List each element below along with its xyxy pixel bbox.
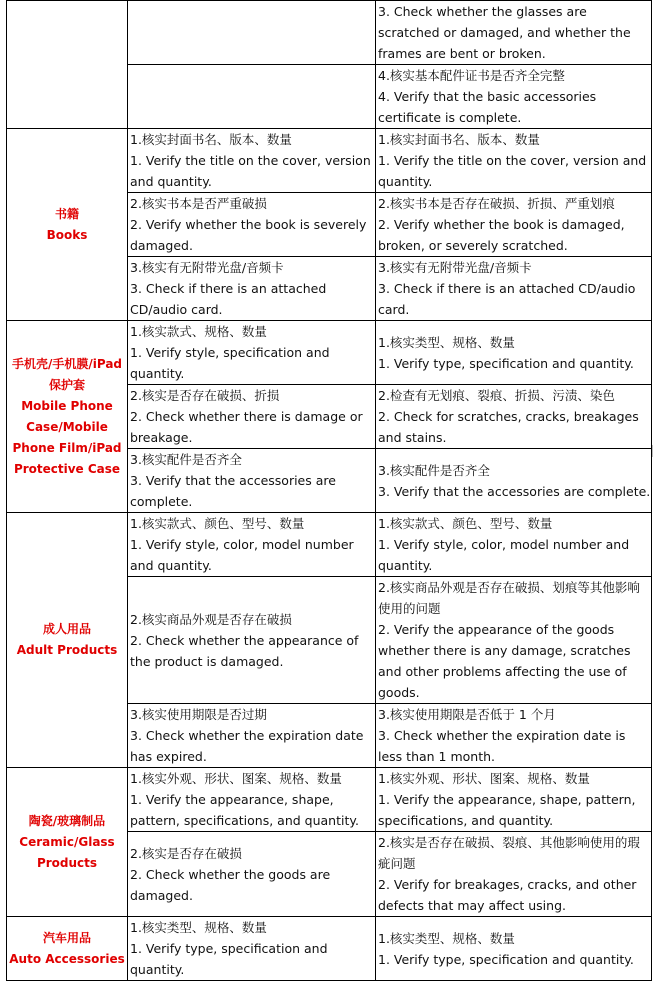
left-check-cell (128, 513, 376, 577)
left-check-cell (128, 768, 376, 832)
check-zh: 2.检查有无划痕、裂痕、折损、污渍、染色 (378, 388, 615, 403)
check-en: 3. Verify that the accessories are complete. (130, 473, 336, 509)
category-name-en: Adult Products (16, 643, 118, 657)
check-en: 2. Verify whether the book is damaged, broken, or severely scratched. (378, 217, 625, 253)
check-en: 1. Verify the title on the cover, version and quantity. (378, 153, 647, 189)
table-row (7, 768, 652, 832)
right-check-cell (376, 449, 652, 513)
check-en: 1. Verify the title on the cover, version and quantity. (130, 153, 371, 189)
left-check-cell (128, 193, 376, 257)
check-en: 1. Verify style, color, model number and quantity. (378, 537, 630, 573)
category-cell-adult-products (7, 513, 128, 768)
inspection-table (6, 0, 652, 981)
left-check-cell (128, 321, 376, 385)
category-name-en: Books (46, 227, 88, 242)
category-name-en: Auto Accessories (9, 951, 125, 966)
check-en: 3. Check whether the expiration date has expired. (130, 728, 364, 764)
left-check-cell (128, 385, 376, 449)
check-en: 2. Verify whether the book is severely damaged. (130, 217, 367, 253)
check-zh: 2.核实书本是否严重破损 (130, 196, 267, 211)
check-zh: 2.核实书本是否存在破损、折损、严重划痕 (378, 196, 615, 211)
check-en: 2. Verify the appearance of the goods whether there is any damage, scratches and other problems affecting the use of goods. (378, 622, 631, 700)
check-en: 1. Verify style, specification and quantity. (130, 345, 330, 381)
check-en: 3. Check whether the glasses are scratched or damaged, and whether the frames are bent or broken. (378, 4, 631, 61)
check-zh: 2.核实是否存在破损、裂痕、其他影响使用的瑕疵问题 (378, 835, 640, 871)
category-name-zh: 手机壳/手机膜/iPad保护套 (11, 356, 123, 392)
check-en: 2. Check for scratches, cracks, breakages and stains. (378, 409, 639, 445)
check-zh: 3.核实配件是否齐全 (378, 462, 490, 478)
check-zh: 1.核实封面书名、版本、数量 (378, 132, 540, 147)
inspection-table-sheet (6, 0, 651, 981)
category-cell-books (7, 129, 128, 321)
check-en: 3. Verify that the accessories are complete. (378, 483, 651, 499)
right-check-cell (376, 768, 652, 832)
category-name-zh: 成人用品 (42, 622, 91, 636)
right-check-cell (376, 513, 652, 577)
category-name-zh: 汽车用品 (42, 930, 91, 945)
left-check-cell (128, 1, 376, 65)
check-en: 1. Verify style, color, model number and quantity. (130, 537, 354, 573)
left-check-cell (128, 577, 376, 704)
right-check-cell (376, 832, 652, 917)
check-en: 1. Verify type, specification and quantity. (378, 355, 634, 371)
left-check-cell (128, 65, 376, 129)
right-check-cell (376, 704, 652, 768)
left-check-cell (128, 832, 376, 917)
check-en: 1. Verify type, specification and quantity. (130, 941, 328, 977)
right-check-cell (376, 193, 652, 257)
check-zh: 3.核实使用期限是否低于 1 个月 (378, 707, 556, 722)
page-margin-marker (652, 445, 657, 457)
category-name-en: Ceramic/Glass Products (19, 834, 115, 870)
check-zh: 3.核实配件是否齐全 (130, 452, 242, 467)
table-row (7, 1, 652, 65)
right-check-cell (376, 385, 652, 449)
check-zh: 1.核实款式、颜色、型号、数量 (130, 516, 305, 531)
right-check-cell (376, 321, 652, 385)
check-zh: 2.核实商品外观是否存在破损、划痕等其他影响使用的问题 (378, 580, 640, 616)
check-en: 2. Check whether there is damage or breakage. (130, 409, 363, 445)
table-row (7, 129, 652, 193)
table-row (7, 321, 652, 385)
category-name-zh: 陶瓷/玻璃制品 (28, 813, 106, 828)
check-en: 3. Check if there is an attached CD/audio card. (130, 281, 327, 317)
left-check-cell (128, 449, 376, 513)
check-zh: 1.核实封面书名、版本、数量 (130, 132, 292, 147)
category-cell-phone-case (7, 321, 128, 513)
check-zh: 1.核实外观、形状、图案、规格、数量 (378, 771, 590, 786)
check-zh: 3.核实有无附带光盘/音频卡 (378, 260, 532, 275)
check-zh: 1.核实类型、规格、数量 (378, 930, 515, 946)
right-check-cell (376, 577, 652, 704)
right-check-cell (376, 1, 652, 65)
category-name-en: Mobile Phone Case/Mobile Phone Film/iPad Protective Case (12, 398, 122, 476)
check-zh: 1.核实外观、形状、图案、规格、数量 (130, 771, 342, 786)
check-zh: 1.核实款式、颜色、型号、数量 (378, 516, 553, 531)
check-en: 2. Verify for breakages, cracks, and other defects that may affect using. (378, 877, 637, 913)
category-cell-empty (7, 1, 128, 129)
right-check-cell (376, 65, 652, 129)
check-en: 3. Check if there is an attached CD/audio card. (378, 281, 636, 317)
left-check-cell (128, 917, 376, 981)
right-check-cell (376, 917, 652, 981)
right-check-cell (376, 129, 652, 193)
check-zh: 4.核实基本配件证书是否齐全完整 (378, 68, 565, 83)
check-en: 4. Verify that the basic accessories certificate is complete. (378, 89, 597, 125)
check-en: 2. Check whether the goods are damaged. (130, 866, 331, 903)
left-check-cell (128, 129, 376, 193)
check-en: 1. Verify type, specification and quantity. (378, 951, 634, 967)
check-zh: 2.核实是否存在破损 (130, 845, 242, 861)
check-zh: 1.核实类型、规格、数量 (130, 920, 267, 935)
check-zh: 3.核实使用期限是否过期 (130, 707, 267, 722)
check-zh: 3.核实有无附带光盘/音频卡 (130, 260, 284, 275)
check-en: 3. Check whether the expiration date is less than 1 month. (378, 728, 626, 764)
check-en: 1. Verify the appearance, shape, pattern, specifications, and quantity. (378, 792, 636, 828)
table-row (7, 917, 652, 981)
check-zh: 1.核实类型、规格、数量 (378, 334, 515, 350)
category-cell-ceramic-glass (7, 768, 128, 917)
category-cell-auto-accessories (7, 917, 128, 981)
check-zh: 1.核实款式、规格、数量 (130, 324, 267, 339)
check-en: 1. Verify the appearance, shape, pattern, specifications, and quantity. (130, 792, 359, 828)
left-check-cell (128, 257, 376, 321)
table-row (7, 513, 652, 577)
right-check-cell (376, 257, 652, 321)
check-en: 2. Check whether the appearance of the product is damaged. (130, 632, 359, 669)
check-zh: 2.核实商品外观是否存在破损 (130, 611, 292, 627)
category-name-zh: 书籍 (54, 206, 79, 221)
left-check-cell (128, 704, 376, 768)
check-zh: 2.核实是否存在破损、折损 (130, 388, 280, 403)
